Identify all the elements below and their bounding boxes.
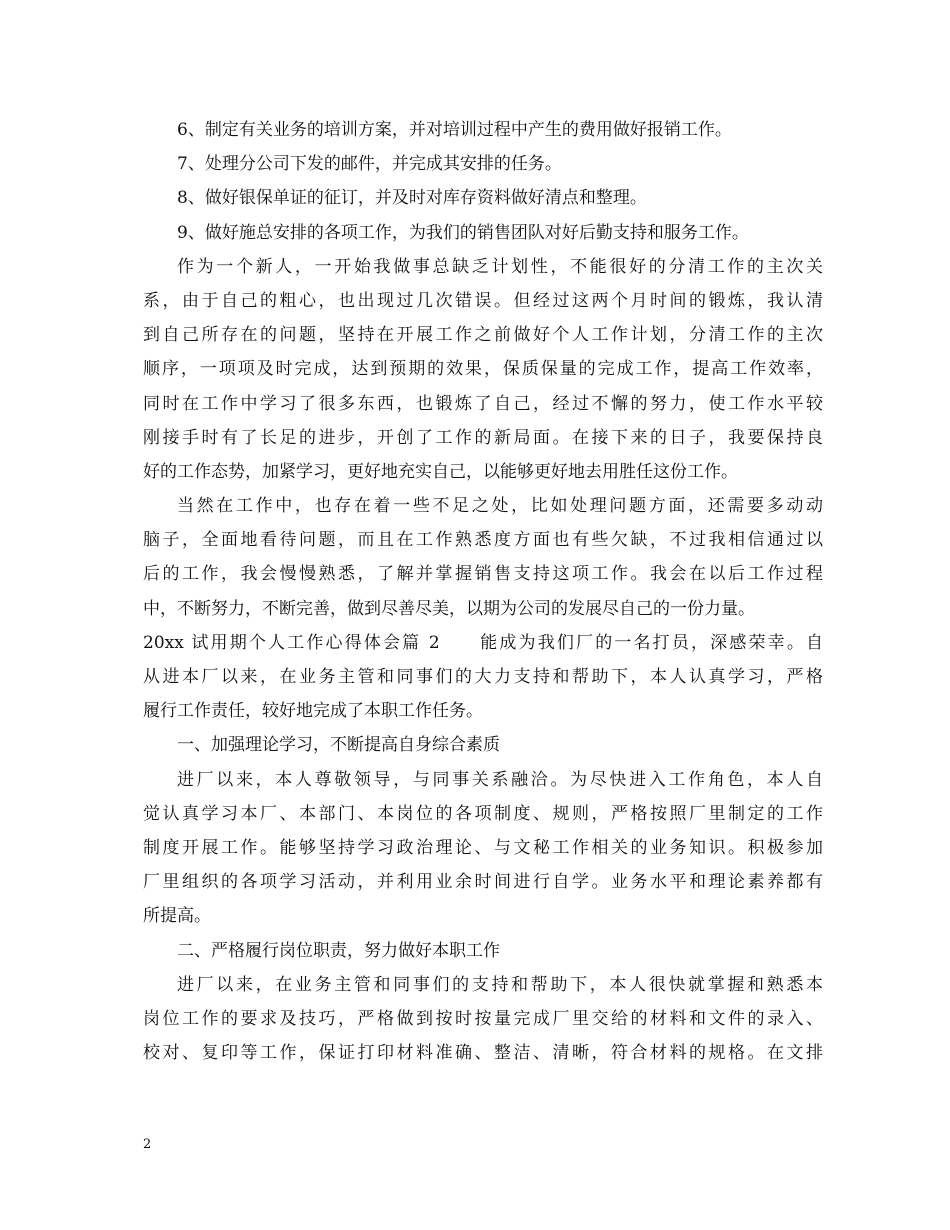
text-line: 二、严格履行岗位职责，努力做好本职工作 [177, 940, 500, 961]
text-line: 所提高。 [143, 906, 211, 927]
text-line: 中，不断努力，不断完善，做到尽善尽美，以期为公司的发展尽自己的一份力量。 [143, 598, 755, 619]
text-line: 岗位工作的要求及技巧，严格做到按时按量完成厂里交给的材料和文件的录入、 [143, 1008, 823, 1029]
text-line: 20xx 试用期个人工作心得体会篇 2 能成为我们厂的一名打员，深感荣幸。自 [143, 632, 823, 653]
text-line: 顺序，一项项及时完成，达到预期的效果，保质保量的完成工作，提高工作效率， [143, 359, 823, 380]
text-line: 进厂以来，在业务主管和同事们的支持和帮助下，本人很快就掌握和熟悉本 [177, 974, 823, 995]
document-body [143, 113, 823, 1070]
text-line: 厂里组织的各项学习活动，并利用业余时间进行自学。业务水平和理论素养都有 [143, 872, 823, 893]
text-line: 校对、复印等工作，保证打印材料准确、整洁、清晰，符合材料的规格。在文排 [143, 1043, 823, 1064]
text-line: 7、处理分公司下发的邮件，并完成其安排的任务。 [177, 154, 562, 175]
text-line: 觉认真学习本厂、本部门、本岗位的各项制度、规则，严格按照厂里制定的工作 [143, 803, 823, 824]
page-number: 2 [143, 1137, 152, 1152]
text-line: 8、做好银保单证的征订，并及时对库存资料做好清点和整理。 [177, 188, 647, 209]
text-line: 进厂以来，本人尊敬领导，与同事关系融洽。为尽快进入工作角色，本人自 [177, 769, 823, 790]
text-line: 到自己所存在的问题，坚持在开展工作之前做好个人工作计划，分清工作的主次 [143, 325, 823, 346]
text-line: 好的工作态势，加紧学习，更好地充实自己，以能够更好地去用胜任这份工作。 [143, 461, 738, 482]
text-line: 制度开展工作。能够坚持学习政治理论、与文秘工作相关的业务知识。积极参加 [143, 837, 823, 858]
text-line: 脑子，全面地看待问题，而且在工作熟悉度方面也有些欠缺，不过我相信通过以 [143, 530, 823, 551]
text-line: 后的工作，我会慢慢熟悉，了解并掌握销售支持这项工作。我会在以后工作过程 [143, 564, 823, 585]
text-line: 6、制定有关业务的培训方案，并对培训过程中产生的费用做好报销工作。 [177, 120, 732, 140]
text-line: 9、做好施总安排的各项工作，为我们的销售团队对好后勤支持和服务工作。 [177, 222, 749, 243]
text-line: 从进本厂以来，在业务主管和同事们的大力支持和帮助下，本人认真学习，严格 [143, 667, 823, 687]
text-line: 作为一个新人，一开始我做事总缺乏计划性，不能很好的分清工作的主次关 [177, 256, 823, 277]
text-line: 当然在工作中，也存在着一些不足之处，比如处理问题方面，还需要多动动 [177, 496, 823, 517]
text-line: 一、加强理论学习，不断提高自身综合素质 [177, 735, 500, 756]
text-line: 刚接手时有了长足的进步，开创了工作的新局面。在接下来的日子，我要保持良 [143, 427, 823, 448]
text-line: 同时在工作中学习了很多东西，也锻炼了自己，经过不懈的努力，使工作水平较 [143, 393, 823, 414]
text-line: 系，由于自己的粗心，也出现过几次错误。但经过这两个月时间的锻炼，我认清 [143, 290, 823, 311]
text-line: 履行工作责任，较好地完成了本职工作任务。 [143, 701, 483, 722]
